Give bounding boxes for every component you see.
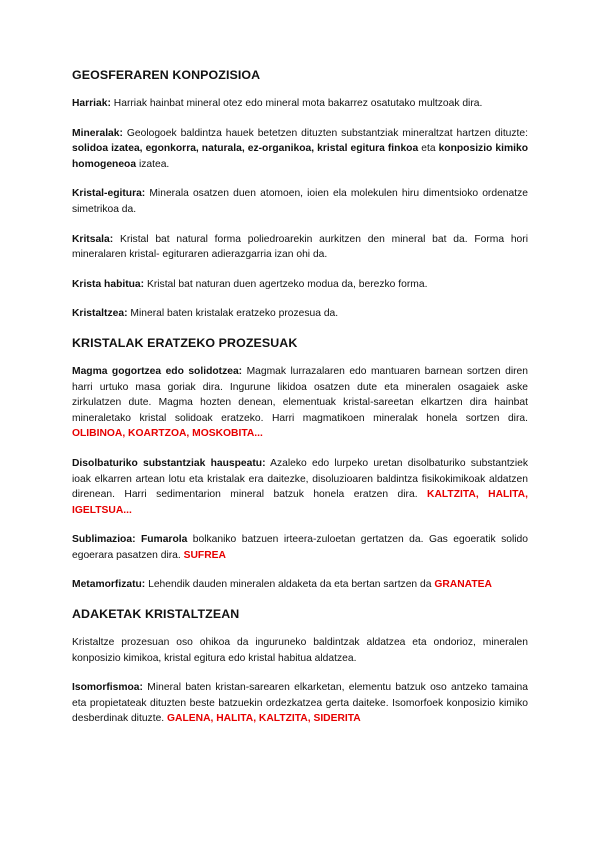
section-heading-adaketak: ADAKETAK KRISTALTZEAN (72, 607, 240, 622)
section-heading-geosfera: GEOSFERAREN KONPOZISIOA (72, 68, 261, 82)
term: Kritsala: (72, 233, 114, 245)
paragraph-kristaltze-prozesua: Kristaltze prozesuan oso ohikoa da inguruneko baldintzak aldatzea eta ondorioz, mineralen konposizio kimikoa, kristal egitura edo kristal habitua aldatzea. (72, 637, 528, 664)
paragraph-kristal-egitura: Kristal-egitura: Minerala osatzen duen atomoen, ioien ela molekulen hiru dimentsioko ordenatze simetrikoa da. (72, 188, 528, 215)
paragraph-mineralak: Mineralak: Geologoek baldintza hauek betetzen dituzten substantziak mineraltzat hartzen dituzte: solidoa izatea, egonkorra, naturala, ez-organikoa, kristal egitura finkoa eta konposizio kimiko homogeneoa izatea. (72, 127, 528, 170)
paragraph-kritsala: Kritsala: Kristal bat natural forma poliedroarekin aurkitzen den mineral bat da. Forma hori mineralaren kristal- egituraren adierazgarria izan ohi da. (72, 233, 528, 261)
term: Krista habitua: (72, 278, 145, 290)
term: Kristal-egitura: (72, 188, 146, 200)
examples: OLIBINOA, KOARTZOA, MOSKOBITA... (72, 428, 263, 440)
term: Mineralak: (72, 127, 123, 139)
paragraph-kristaltzea: Kristaltzea: Mineral baten kristalak eratzeko prozesua da. (72, 308, 339, 320)
examples: KALTZITA, HALITA, IGELTSUA... (72, 489, 528, 516)
paragraph-metamorfizatu: Metamorfizatu: Lehendik dauden mineralen aldaketa da eta bertan sartzen da GRANATEA (72, 579, 492, 591)
term: Isomorfismoa: (72, 682, 143, 694)
examples: SUFREA (183, 549, 226, 561)
paragraph-harriak: Harriak: Harriak hainbat mineral otez edo mineral mota bakarrez osatutako multzoak dira. (72, 98, 483, 109)
paragraph-disolbaturiko: Disolbaturiko substantziak hauspeatu: Azaleko edo lurpeko uretan disolbaturiko substantziek ioak elkarren artean lotu eta kristalak era daitezke, disoluzioaren baldintza fisikokimikoak aldatzen direnean. Harri sedimentarion mineral batzuk honela eratzen dira. KALTZITA, HALITA, IGELTSUA... (72, 457, 528, 516)
term: Harriak: (72, 98, 111, 109)
term: Magma gogortzea edo solidotzea: (72, 365, 243, 377)
term: Metamorfizatu: (72, 579, 146, 591)
document-body (72, 68, 528, 741)
term: Disolbaturiko substantziak hauspeatu: (72, 457, 266, 469)
term: Kristaltzea: (72, 308, 128, 320)
paragraph-magma: Magma gogortzea edo solidotzea: Magmak lurrazalaren edo mantuaren barnean sortzen diren harri urtuko masa goriak dira. Ingurune likidoa osatzen dute eta mineralen osagaiek aske zirkulatzen dute. Magma hozten denean, elementuak kristal-sareetan elkartzen dira hainbat mineraletako kristal solidoak eratzeko. Harri magmatikoen mineralak honela sortzen dira. OLIBINOA, KOARTZOA, MOSKOBITA... (72, 365, 528, 440)
examples: GALENA, HALITA, KALTZITA, SIDERITA (167, 713, 361, 725)
paragraph-sublimazioa: Sublimazioa: Fumarola bolkaniko batzuen irteera-zuloetan gertatzen da. Gas egoeratik solido egoerara pasatzen dira. SUFREA (72, 534, 528, 561)
paragraph-krista-habitua: Krista habitua: Kristal bat naturan duen agertzeko modua da, berezko forma. (72, 278, 428, 290)
section-heading-prozesuak: KRISTALAK ERATZEKO PROZESUAK (72, 335, 298, 350)
examples: GRANATEA (434, 579, 492, 591)
term: Sublimazioa: (72, 534, 136, 546)
paragraph-isomorfismoa: Isomorfismoa: Mineral baten kristan-sarearen elkarketan, elementu batzuk oso antzeko tamaina eta propietateak dituzten beste batzuekin ordezkatzea gerta daiteke. Isomorfoek konposizio kimiko desberdinak dituzte. GALENA, HALITA, KALTZITA, SIDERITA (72, 682, 528, 725)
